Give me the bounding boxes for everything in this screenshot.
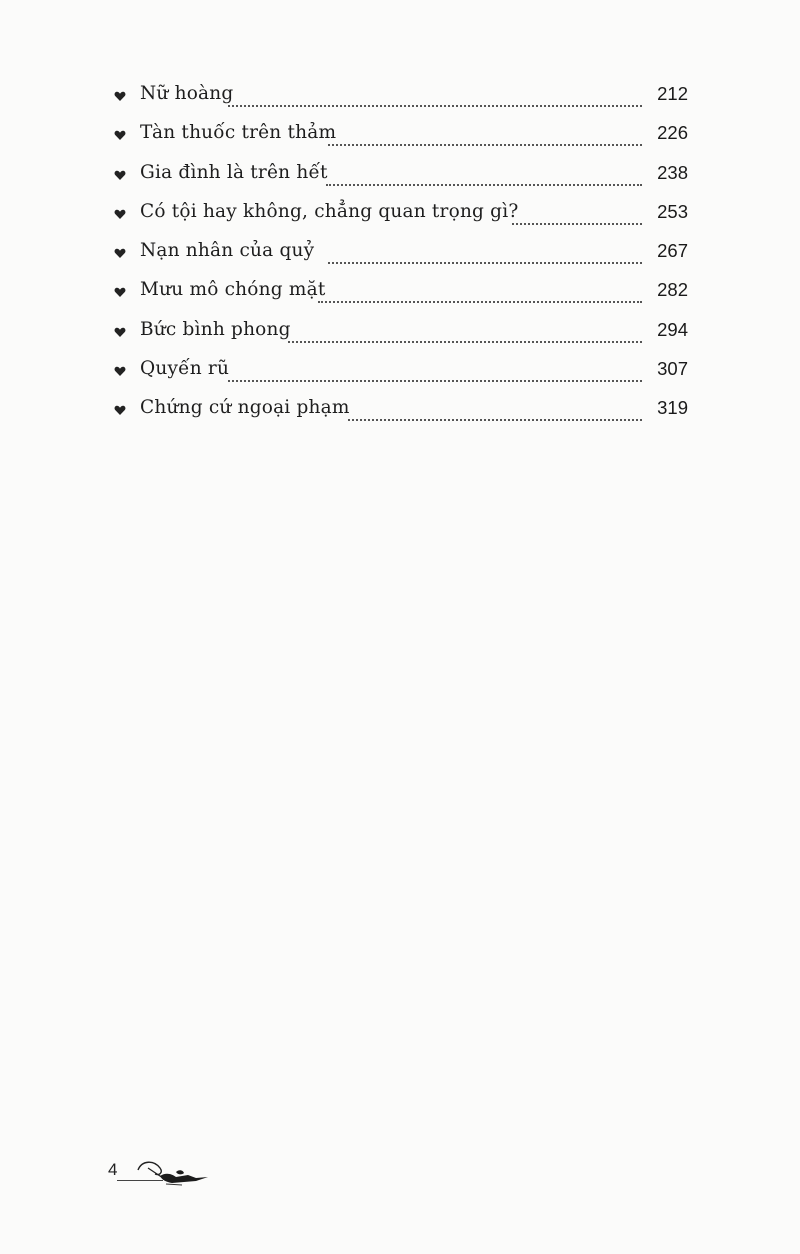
toc-entry — [116, 78, 688, 117]
heart-bullet-icon — [114, 247, 126, 259]
toc-entry-title: Chứng cứ ngoại phạm — [140, 397, 350, 419]
toc-entry-page: 212 — [657, 83, 688, 104]
dot-leader — [318, 279, 642, 303]
toc-entry — [116, 157, 688, 196]
toc-entry-title: Tàn thuốc trên thảm — [140, 122, 337, 144]
toc-entry — [116, 117, 688, 156]
toc-entry-page: 267 — [657, 240, 688, 262]
heart-bullet-icon — [114, 365, 126, 377]
page-number: 4 — [108, 1160, 118, 1179]
dot-leader — [288, 319, 642, 343]
toc-entry-page: 253 — [657, 200, 688, 222]
toc-entry-page: 319 — [657, 397, 688, 419]
heart-bullet-icon — [114, 326, 126, 338]
toc-entry-page: 238 — [657, 161, 688, 183]
toc-entry — [116, 392, 688, 431]
heart-bullet-icon — [114, 404, 126, 416]
dot-leader — [228, 358, 642, 382]
heart-bullet-icon — [114, 90, 126, 102]
heart-bullet-icon — [114, 129, 126, 141]
toc-entry — [116, 314, 688, 353]
toc-entry-title: Quyến rũ — [140, 358, 230, 380]
toc-entry-title: Mưu mô chóng mặt — [140, 279, 326, 301]
heart-bullet-icon — [114, 169, 126, 181]
table-of-contents — [116, 78, 688, 432]
dot-leader — [328, 122, 642, 146]
toc-entry — [116, 274, 688, 313]
toc-entry-page: 226 — [657, 122, 688, 144]
toc-entry-title: Có tội hay không, chẳng quan trọng gì? — [140, 200, 519, 222]
page-footer — [108, 1158, 218, 1194]
toc-entry — [116, 196, 688, 235]
dot-leader — [328, 240, 642, 264]
dot-leader — [512, 201, 642, 225]
toc-entry-title: Bức bình phong — [140, 318, 291, 340]
figure-ornament-icon — [136, 1158, 210, 1188]
toc-entry-page: 294 — [657, 318, 688, 340]
toc-entry — [116, 353, 688, 392]
dot-leader — [326, 162, 642, 186]
toc-entry-title: Nạn nhân của quỷ — [140, 240, 315, 262]
toc-entry — [116, 235, 688, 274]
toc-entry-title: Gia đình là trên hết — [140, 161, 328, 183]
toc-entry-page: 282 — [657, 279, 688, 301]
dot-leader — [348, 397, 642, 421]
toc-entry-title: Nữ hoàng — [140, 83, 234, 104]
dot-leader — [228, 83, 642, 107]
heart-bullet-icon — [114, 208, 126, 220]
heart-bullet-icon — [114, 286, 126, 298]
toc-entry-page: 307 — [657, 358, 688, 380]
